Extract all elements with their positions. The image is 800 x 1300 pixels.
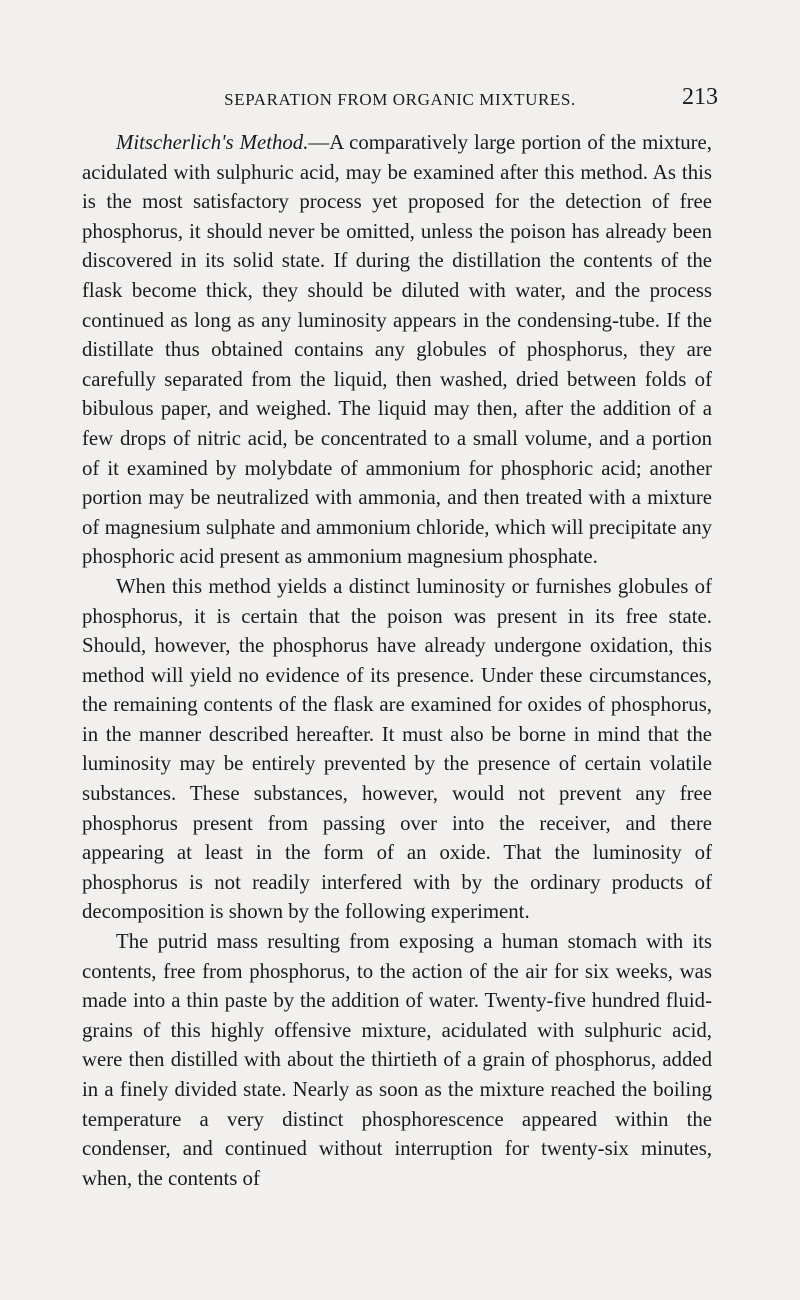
paragraph-2	[82, 572, 712, 927]
paragraph-1	[82, 128, 712, 572]
paragraph-2-text: When this method yields a distinct luminosity or furnishes globules of phosphorus, it is certain that the poison was present in its free state. Should, however, the phosphorus have already undergone oxidation, this method will yield no evidence of its presence. Under these circumstances, the remaining contents of the flask are examined for oxides of phosphorus, in the manner described hereafter. It must also be borne in mind that the luminosity may be entirely prevented by the presence of certain volatile substances. These substances, however, would not prevent any free phosphorus present from passing over into the receiver, and there appearing at least in the form of an oxide. That the luminosity of phosphorus is not readily interfered with by the ordinary products of decomposition is shown by the following experiment.	[82, 574, 712, 924]
page-body	[82, 128, 712, 1193]
page-number: 213	[682, 84, 718, 110]
paragraph-3-text: The putrid mass resulting from exposing a human stomach with its contents, free from phosphorus, to the action of the air for six weeks, was made into a thin paste by the addition of water. Twenty-five hundred fluid-grains of this highly offensive mixture, acidulated with sulphuric acid, were then distilled with about the thirtieth of a grain of phosphorus, added in a finely divided state. Nearly as soon as the mixture reached the boiling temperature a very distinct phosphorescence appeared within the condenser, and continued without interruption for twenty-six minutes, when, the contents of	[82, 930, 712, 1190]
method-heading: Mitscherlich's Method.	[116, 131, 309, 154]
paragraph-3	[82, 927, 712, 1193]
running-title: SEPARATION FROM ORGANIC MIXTURES.	[224, 90, 576, 109]
paragraph-1-text: —A comparatively large portion of the mixture, acidulated with sulphuric acid, may be examined after this method. As this is the most satisfactory process yet proposed for the detection of free phosphorus, it should never be omitted, unless the poison has already been discovered in its solid state. If during the distillation the contents of the flask become thick, they should be diluted with water, and the process continued as long as any luminosity appears in the condensing-tube. If the distillate thus obtained contains any globules of phosphorus, they are carefully separated from the liquid, then washed, dried between folds of bibulous paper, and weighed. The liquid may then, after the addition of a few drops of nitric acid, be concentrated to a small volume, and a portion of it examined by molybdate of ammonium for phosphoric acid; another portion may be neutralized with ammonia, and then treated with a mixture of magnesium sulphate and ammonium chloride, which will precipitate any phosphoric acid present as ammonium magnesium phosphate.	[82, 131, 712, 569]
